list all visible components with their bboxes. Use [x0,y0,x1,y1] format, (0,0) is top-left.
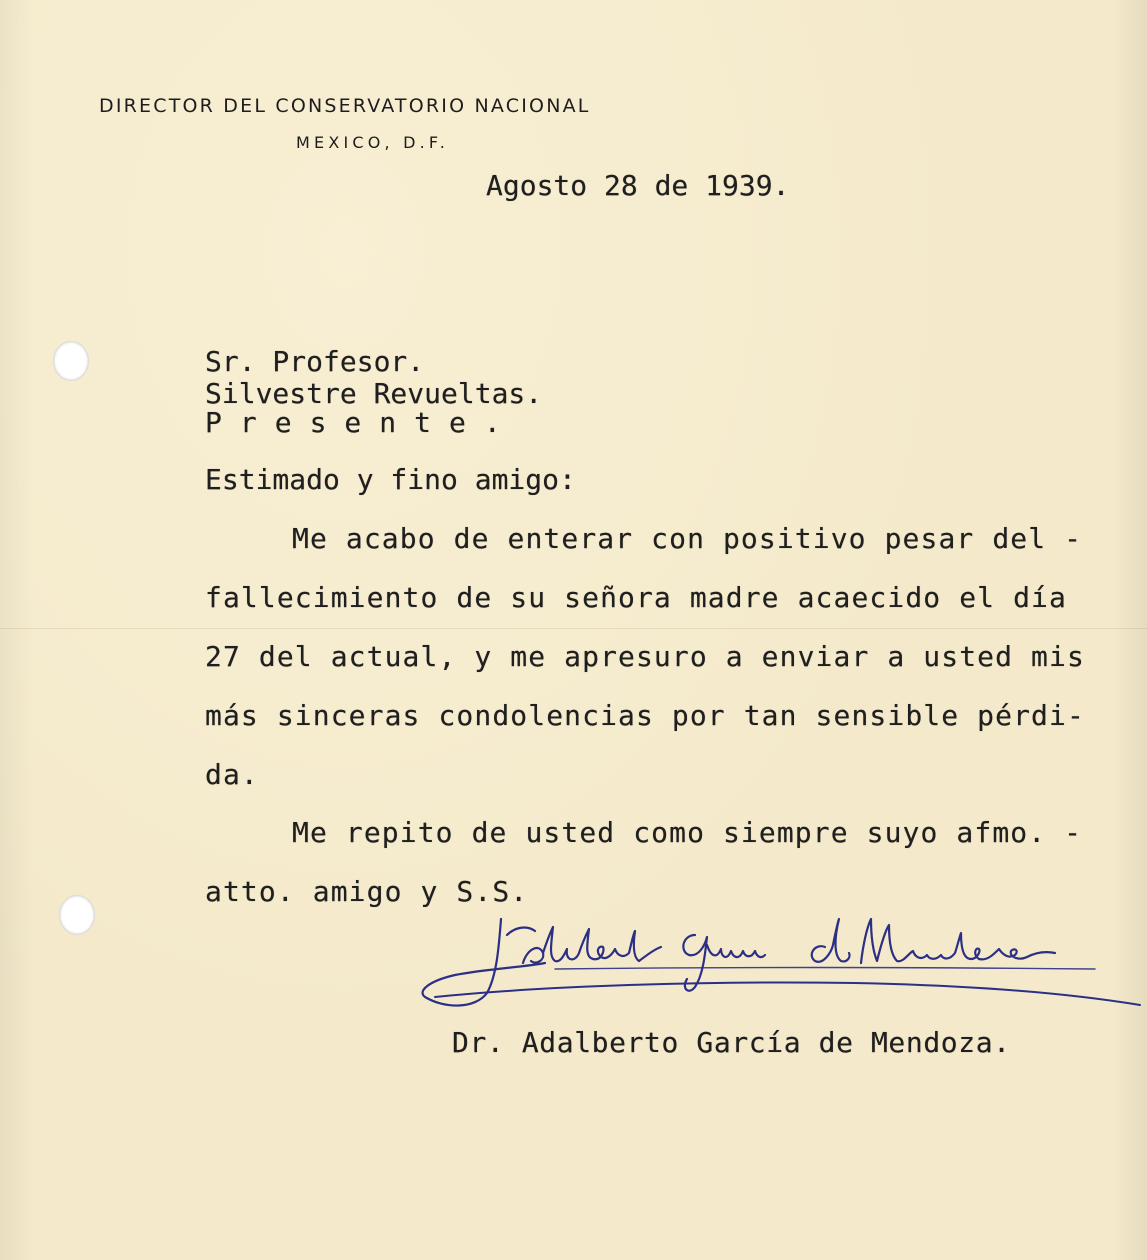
signer-name: Dr. Adalberto García de Mendoza. [452,1026,1011,1059]
recipient-presente: Presente. [205,406,519,439]
letterhead-location: MEXICO, D.F. [296,133,450,152]
recipient-name: Silvestre Revueltas. [205,377,543,410]
letterhead-title: DIRECTOR DEL CONSERVATORIO NACIONAL [99,95,591,117]
body-line: Me acabo de enterar con positivo pesar del - [292,522,1083,555]
handwritten-signature [415,905,1145,1025]
body-line: 27 del actual, y me apresuro a enviar a usted mis [205,640,1085,673]
punch-hole-bottom [59,895,95,935]
letter-date: Agosto 28 de 1939. [486,169,790,202]
recipient-title: Sr. Profesor. [205,345,425,378]
body-line: fallecimiento de su señora madre acaecido el día [205,581,1067,614]
punch-hole-top [53,341,89,381]
body-line: más sinceras condolencias por tan sensible pérdi- [205,699,1085,732]
body-line: da. [205,758,259,791]
closing-line: atto. amigo y S.S. [205,875,529,908]
salutation: Estimado y fino amigo: [205,463,576,496]
fold-crease [0,628,1147,629]
closing-line: Me repito de usted como siempre suyo afmo. - [292,816,1083,849]
